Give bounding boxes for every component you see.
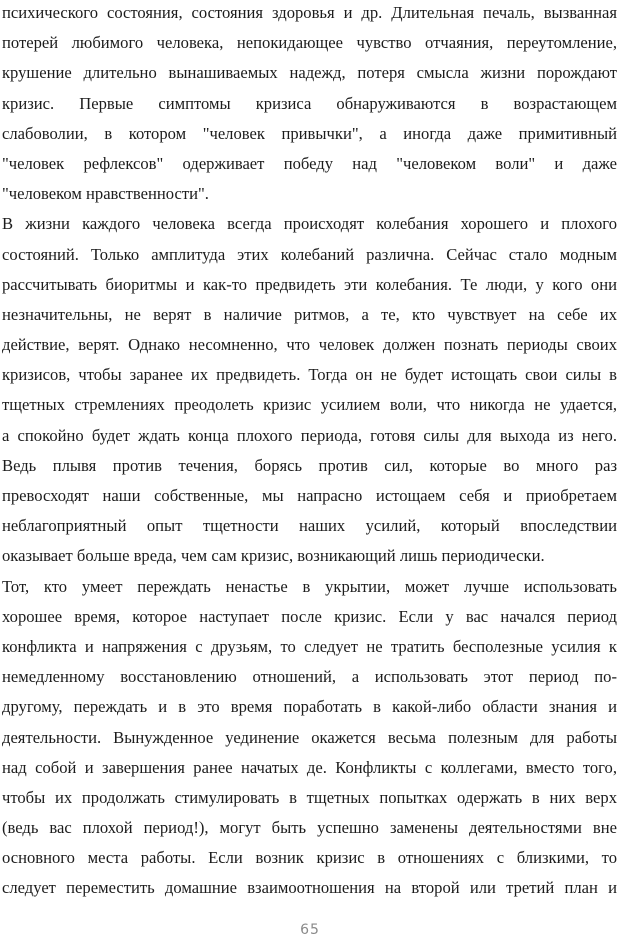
text-line: "человек рефлексов" одерживает победу над "человеком воли" и даже [2, 153, 617, 173]
text-line: незначительны, не верят в наличие ритмов, а те, кто чувствует на себе их [2, 304, 617, 324]
text-line: хорошее время, которое наступает после кризис. Если у вас начался период [2, 606, 617, 626]
paragraph [2, 0, 617, 209]
text-line: оказывает больше вреда, чем сам кризис, возникающий лишь периодически. [2, 546, 545, 566]
paragraph [2, 209, 617, 571]
text-line: потерей любимого человека, непокидающее чувство отчаяния, переутомление, [2, 33, 617, 53]
text-line: следует переместить домашние взаимоотношения на второй или третий план и [2, 878, 617, 898]
text-line: психического состояния, состояния здоровья и др. Длительная печаль, вызванная [2, 3, 617, 22]
text-line: а спокойно будет ждать конца плохого периода, готовя силы для выхода из него. [2, 425, 617, 445]
text-line: чтобы их продолжать стимулировать в тщетных попытках одержать в них верх [2, 787, 617, 807]
paragraph [2, 572, 617, 904]
text-line: действие, верят. Однако несомненно, что человек должен познать периоды своих [2, 335, 617, 355]
text-line: крушение длительно вынашиваемых надежд, потеря смысла жизни порождают [2, 63, 617, 83]
text-line: превосходят наши собственные, мы напрасно истощаем себя и приобретаем [2, 486, 617, 505]
text-line: конфликта и напряжения с друзьям, то следует не тратить бесполезные усилия к [2, 636, 617, 656]
text-line: деятельности. Вынужденное уединение окажется весьма полезным для работы [2, 727, 617, 747]
text-line: "человеком нравственности". [2, 184, 209, 204]
text-line: кризис. Первые симптомы кризиса обнаруживаются в возрастающем [2, 93, 617, 113]
text-line: немедленному восстановлению отношений, а использовать этот период по- [2, 667, 617, 687]
text-line: В жизни каждого человека всегда происходят колебания хорошего и плохого [2, 214, 617, 234]
text-line: кризисов, чтобы заранее их предвидеть. Тогда он не будет истощать свои силы в [2, 365, 617, 385]
page-number: 65 [300, 922, 320, 938]
document-body [2, 0, 617, 904]
text-line: Ведь плывя против течения, борясь против сил, которые во много раз [2, 455, 617, 475]
text-line: неблагоприятный опыт тщетности наших усилий, который впоследствии [2, 516, 617, 536]
text-line: (ведь вас плохой период!), могут быть успешно заменены деятельностями вне [2, 818, 617, 838]
text-line: над собой и завершения ранее начатых де. Конфликты с коллегами, вместо того, [2, 757, 617, 777]
text-line: тщетных стремлениях преодолеть кризис усилием воли, что никогда не удается, [2, 395, 617, 415]
text-line: Тот, кто умеет переждать ненастье в укрытии, может лучше использовать [2, 576, 617, 596]
text-line: состояний. Только амплитуда этих колебаний различна. Сейчас стало модным [2, 244, 617, 264]
text-line: основного места работы. Если возник кризис в отношениях с близкими, то [2, 848, 617, 868]
text-line: слабоволии, в котором "человек привычки", а иногда даже примитивный [2, 123, 617, 143]
text-line: рассчитывать биоритмы и как-то предвидеть эти колебания. Те люди, у кого они [2, 274, 617, 294]
text-line: другому, переждать и в это время поработать в какой-либо области знания и [2, 697, 617, 717]
